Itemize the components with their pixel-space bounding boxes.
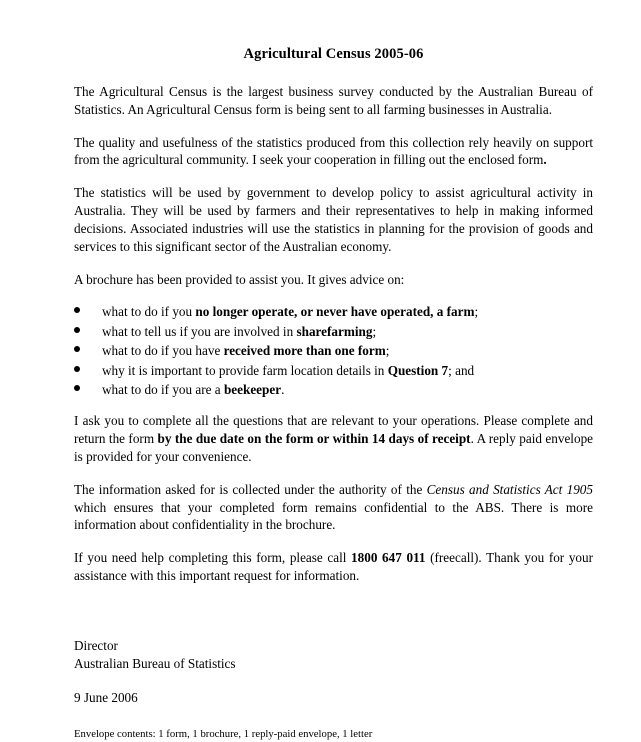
paragraph-quality-text: The quality and usefulness of the statistics produced from this collection rely heavily on support from the agricultural community. I seek your cooperation in filling out the enclosed form: [74, 134, 593, 168]
paragraph-help: [74, 549, 593, 585]
list-item-emphasis: beekeeper: [223, 382, 282, 397]
list-item-emphasis: no longer operate, or never have operated, a farm: [195, 304, 475, 320]
paragraph-authority: [74, 481, 593, 534]
paragraph-completion: [74, 412, 593, 465]
paragraph-authority-lead: The information asked for is collected under the authority of the: [74, 481, 427, 497]
paragraph-statistics-use: [74, 184, 593, 255]
paragraph-statistics-use-text: The statistics will be used by government to develop policy to assist agricultural activity in Australia. They will be used by farmers and their representatives to help in making informed decisions. Associated industries will use the statistics in planning for the provision of goods and services to this significant sector of the Australian economy.: [74, 185, 593, 254]
paragraph-brochure: [74, 271, 593, 289]
signature-block: [74, 637, 593, 706]
paragraph-brochure-text: A brochure has been provided to assist you. It gives advice on:: [74, 271, 405, 287]
bullet-dot-icon: [74, 327, 80, 333]
bullet-dot-icon: [74, 307, 80, 313]
envelope-contents-note: Envelope contents: 1 form, 1 brochure, 1 reply-paid envelope, 1 letter: [74, 728, 373, 741]
list-item: [74, 362, 593, 379]
list-item-lead: what to do if you have: [102, 343, 224, 359]
list-item-tail: ;: [474, 304, 479, 320]
paragraph-authority-act: Census and Statistics Act 1905: [426, 481, 593, 497]
list-item-emphasis: Question 7: [387, 362, 449, 378]
signature-organisation: Australian Bureau of Statistics: [74, 655, 236, 671]
list-item: [74, 381, 593, 398]
paragraph-authority-tail: which ensures that your completed form remains confidential to the ABS. There is more information about confidentiality in the brochure.: [74, 499, 593, 533]
paragraph-completion-lead: I ask you to complete all the questions that are relevant to your operations. Please complete and return the form: [74, 413, 593, 447]
list-item-emphasis: received more than one form: [223, 343, 386, 359]
signature-date: 9 June 2006: [74, 689, 138, 705]
paragraph-help-tail: (freecall). Thank you for your assistance with this important request for information.: [74, 550, 593, 584]
help-phone-number: 1800 647 011: [351, 550, 426, 566]
paragraph-quality: [74, 134, 593, 170]
list-item-lead: what to do if you: [102, 304, 196, 320]
bullet-dot-icon: [74, 385, 80, 391]
list-item: [74, 342, 593, 359]
paragraph-completion-tail: . A reply paid envelope is provided for your convenience.: [74, 431, 594, 465]
paragraph-intro-text: The Agricultural Census is the largest business survey conducted by the Australian Bureau of Statistics. An Agricultural Census form is being sent to all farming businesses in Australia.: [74, 84, 593, 117]
paragraph-quality-period: .: [543, 152, 547, 168]
list-item-lead: what to tell us if you are involved in: [102, 323, 297, 339]
list-item-emphasis: sharefarming: [296, 323, 373, 339]
list-item-tail: .: [281, 382, 285, 397]
paragraph-help-lead: If you need help completing this form, please call: [74, 550, 352, 566]
list-item: [74, 323, 593, 340]
list-item-tail: ;: [372, 323, 377, 339]
list-item-tail: ; and: [448, 362, 475, 378]
list-item: [74, 303, 593, 320]
page-title: Agricultural Census 2005-06: [243, 46, 424, 62]
brochure-advice-list: [74, 303, 593, 398]
bullet-dot-icon: [74, 346, 80, 352]
paragraph-completion-emphasis: by the due date on the form or within 14 days of receipt: [157, 431, 471, 447]
list-item-lead: why it is important to provide farm location details in: [102, 362, 388, 378]
list-item-lead: what to do if you are a: [102, 382, 224, 397]
paragraph-intro: [74, 83, 593, 119]
list-item-tail: ;: [385, 343, 390, 359]
bullet-dot-icon: [74, 366, 80, 372]
signature-role: Director: [74, 637, 118, 653]
